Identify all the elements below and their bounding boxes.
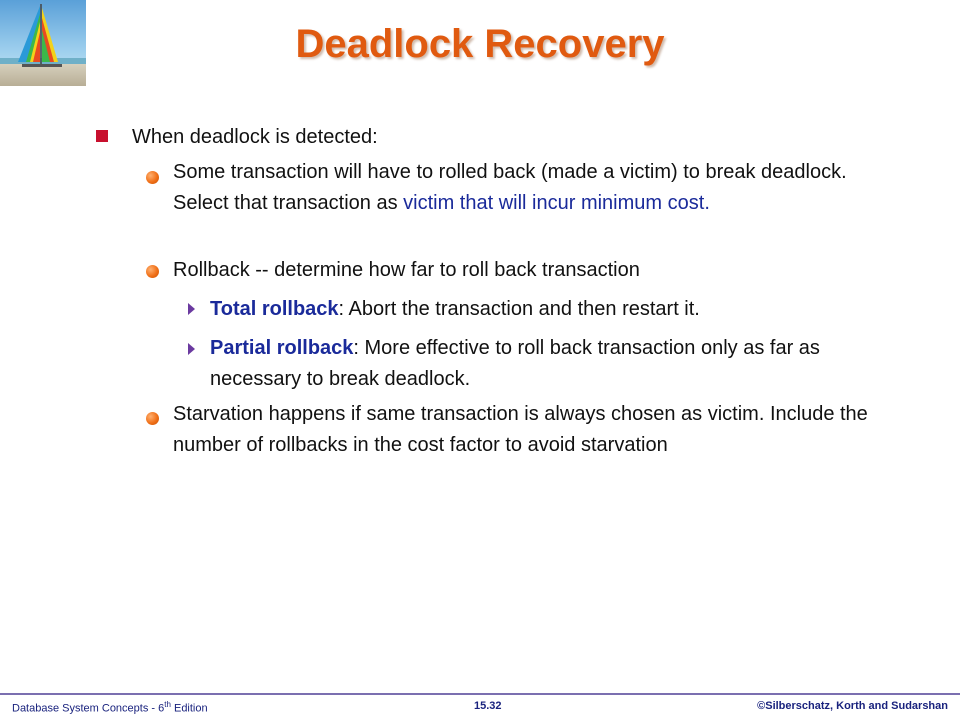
footer-copyright: ©Silberschatz, Korth and Sudarshan [757, 700, 948, 712]
total-rollback-desc: : Abort the transaction and then restart it. [338, 298, 700, 320]
partial-rollback-term: Partial rollback [210, 337, 354, 359]
slide-title: Deadlock Recovery [295, 22, 665, 66]
victim-text-suffix: . [704, 192, 710, 214]
sub-bullet-total-rollback [210, 294, 900, 325]
triangle-bullet-icon [188, 343, 195, 355]
victim-text-prefix: Some transaction will have to rolled back (made a victim) to break deadlock. Select that transaction as [173, 161, 847, 214]
footer-page-number: 15.32 [474, 700, 502, 712]
bullet-starvation: Starvation happens if same transaction is always chosen as victim. Include the number of rollbacks in the cost factor to avoid starvation [173, 403, 868, 456]
footer-book-title-suffix: Edition [170, 702, 208, 715]
footer-book-title-prefix: Database System Concepts - 6 [12, 702, 165, 715]
square-bullet-icon [96, 130, 108, 142]
sub-bullet-partial-rollback [210, 333, 900, 395]
bullet-when-detected: When deadlock is detected: [132, 126, 378, 148]
victim-highlight: victim that will incur minimum cost [403, 192, 705, 214]
partial-rollback-desc: : More effective to roll back transaction only as far as necessary to break deadlock. [210, 337, 820, 390]
triangle-bullet-icon [188, 303, 195, 315]
total-rollback-term: Total rollback [210, 298, 339, 320]
bullet-victim-selection [173, 157, 893, 219]
bullet-rollback: Rollback -- determine how far to roll back transaction [173, 259, 640, 281]
footer-book-title [12, 700, 208, 715]
orange-dot-bullet-icon [146, 265, 159, 278]
orange-dot-bullet-icon [146, 412, 159, 425]
footer-book-title-sup: th [164, 700, 171, 709]
footer-divider [0, 693, 960, 695]
orange-dot-bullet-icon [146, 171, 159, 184]
